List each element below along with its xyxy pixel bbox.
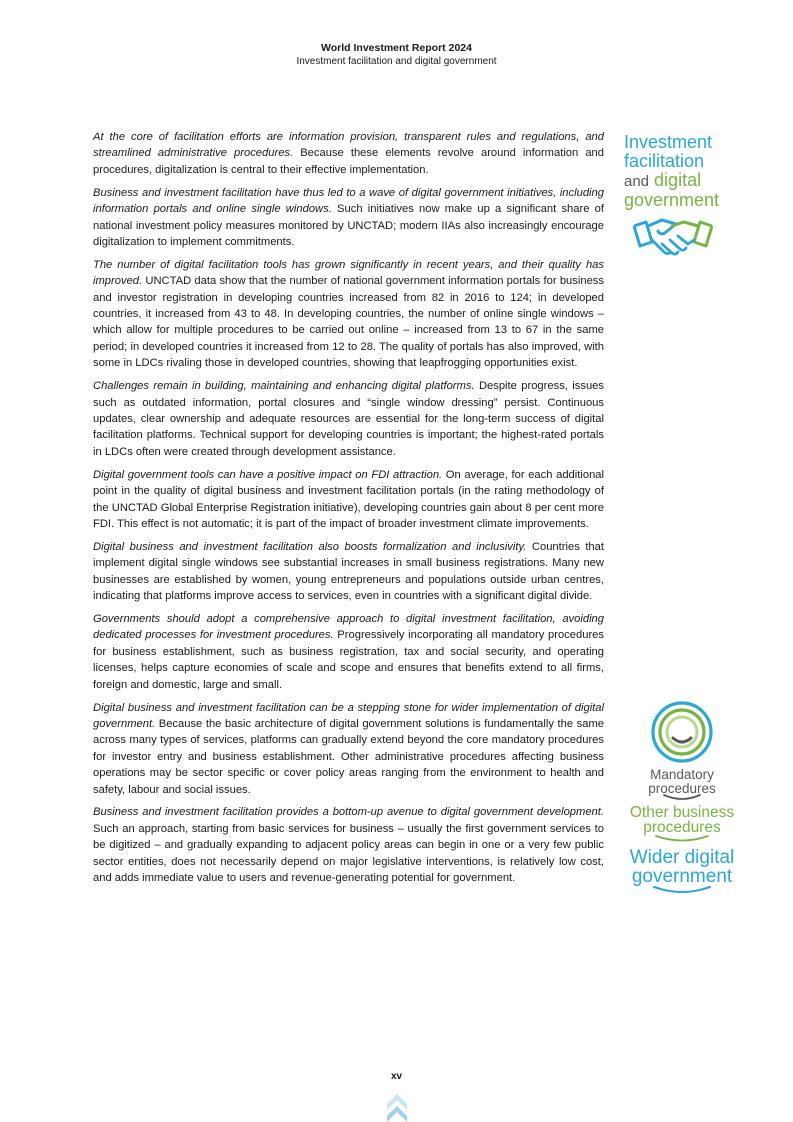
- paragraph-lead: Digital business and investment facilitation can be a stepping stone for wider implementation of digital government.: [93, 701, 604, 730]
- mandatory-procedures-label: [622, 768, 742, 796]
- paragraph-body: Progressively incorporating all mandatory procedures for business establishment, such as business registration, tax and social security, and operating licenses, helps capture economies of scale and scope and ensures that benefits extend to all firms, foreign and domestic, large and small.: [93, 629, 605, 691]
- paragraph-body: Despite progress, issues such as outdated information, portal closures and “single window dressing” persist. Continuous updates, clear ownership and adequate resources are essential for the long-term success of digital facilitation platforms. Technical support for developing countries is important; the highest-rated portals in LDCs often were created through development assistance.: [93, 380, 604, 458]
- paragraph-lead: Governments should adopt a comprehensive approach to digital investment facilitation, avoiding dedicated processes for investment procedures.: [93, 612, 604, 642]
- paragraph-body: On average, for each additional point in the quality of digital business and investment facilitation portals (in the rating methodology of the UNCTAD Global Enterprise Registration initiative), developing countries gain about 8 per cent more FDI. This effect is not automatic; it is part of the impact of broader investment climate improvements.: [93, 468, 605, 530]
- paragraph-body: UNCTAD data show that the number of national government information portals for business and investor registration in developing countries increased from 82 in 2016 to 124; in developed countries, it increased from 43 to 48. In developing countries, the number of online single windows – which allow for multiple procedures to be carried out online – increased from 13 to 67 in the same period; in developed countries it increased from 12 to 28. The quality of portals has also improved, with some in LDCs rivaling those in developed countries, showing that leapfrogging opportunities exist.: [93, 275, 604, 370]
- paragraph-lead: Business and investment facilitation have thus led to a wave of digital government initiatives, including information portals and online single windows.: [93, 186, 604, 216]
- other-line-2: procedures: [643, 819, 721, 836]
- other-business-procedures-label: [622, 805, 742, 835]
- paragraph: [93, 378, 604, 460]
- green-arc-icon: [642, 835, 722, 843]
- paragraph-body: Countries that implement digital single windows see substantial increases in small business registrations. Many new businesses are established by women, young entrepreneurs and populations outside urban centres, indicating that platforms improve access to services, even in countries with a significant digital divide.: [93, 540, 604, 603]
- chapter-subtitle: Investment facilitation and digital government: [296, 56, 497, 67]
- paragraph: [93, 804, 604, 886]
- paragraph: [93, 257, 604, 372]
- paragraph: [93, 539, 604, 605]
- up-chevron-icon[interactable]: [385, 1090, 409, 1122]
- paragraph-lead: The number of digital facilitation tools has grown significantly in recent years, and their quality has improved.: [93, 258, 604, 288]
- sidebar-title-and: and: [624, 173, 650, 190]
- paragraph-body: Because the basic architecture of digital government solutions is fundamentally the same across many types of services, platforms can gradually extend beyond the core mandatory procedures for investor entry and business establishment. Other administrative procedures affecting business operations may be sector specific or cover policy areas ranging from the environment to health and safety, labour and social issues.: [93, 717, 604, 796]
- page-header: [0, 42, 793, 68]
- mandatory-line-2: procedures: [648, 781, 716, 796]
- paragraph-lead: At the core of facilitation efforts are information provision, transparent rules and regulations, and streamlined administrative procedures.: [93, 131, 604, 160]
- paragraph-lead: Digital government tools can have a positive impact on FDI attraction.: [93, 468, 443, 481]
- page-number: xv: [390, 1071, 403, 1082]
- digital-government-diagram: [622, 700, 742, 895]
- sidebar-title-digital: digital: [654, 170, 702, 190]
- sidebar-title-line: government: [624, 190, 720, 210]
- wider-line-2: government: [631, 866, 733, 887]
- concentric-circles-icon: [650, 700, 714, 764]
- blue-arc-icon: [632, 886, 732, 895]
- other-line-1: Other business: [629, 804, 735, 821]
- wider-digital-government-label: [622, 848, 742, 886]
- sidebar-title-line: Investment: [624, 132, 713, 152]
- wider-line-1: Wider digital: [629, 847, 735, 868]
- report-title: World Investment Report 2024: [321, 42, 472, 54]
- paragraph: [93, 129, 604, 178]
- paragraph: [93, 611, 604, 693]
- paragraph: [93, 185, 604, 251]
- sidebar-title-line: facilitation: [624, 151, 705, 171]
- paragraph-body: Such an approach, starting from basic services for business – usually the first government services to be digitized – and gradually expanding to adjacent policy areas can begin in one or a very few public sector entities, does not necessarily depend on major legislative interventions, is relatively low cost, and adds immediate value to users and revenue-generating potential for government.: [93, 822, 604, 885]
- paragraph-body: Because these elements revolve around information and procedures, digitalization is central to their effective implementation.: [93, 147, 605, 176]
- paragraph-lead: Challenges remain in building, maintaining and enhancing digital platforms.: [93, 380, 475, 393]
- sidebar-title-line: [624, 171, 744, 191]
- sidebar-section-title: [624, 133, 744, 258]
- paragraph-body: Such initiatives now make up a significant share of national investment policy measures monitored by UNCTAD; modern IIAs also increasingly encourage digitalization to implement commitments.: [93, 203, 604, 248]
- paragraph-lead: Business and investment facilitation provides a bottom-up avenue to digital government development.: [93, 806, 604, 819]
- handshake-icon: [632, 216, 714, 258]
- mandatory-line-1: Mandatory: [650, 767, 714, 782]
- paragraph: [93, 700, 604, 798]
- paragraph: [93, 467, 604, 533]
- main-text: [93, 129, 604, 893]
- paragraph-lead: Digital business and investment facilitation also boosts formalization and inclusivity.: [93, 540, 527, 553]
